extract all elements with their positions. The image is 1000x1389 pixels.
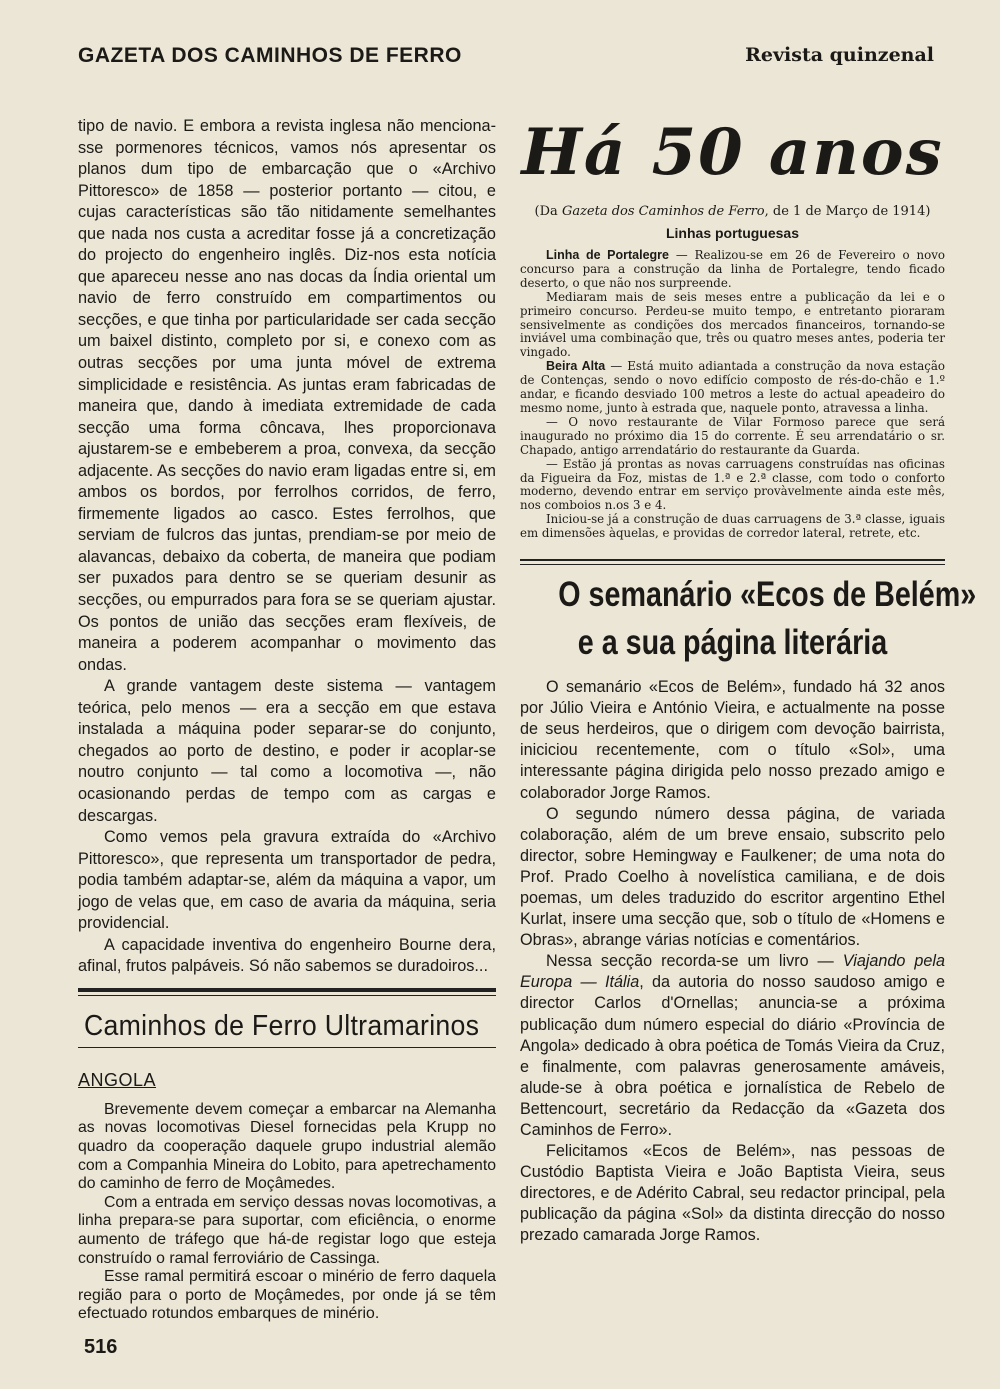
body-paragraph: tipo de navio. E embora a revista inglesa não mencionasse pormenores técnicos, vamos nós apresentar os planos dum tipo de embarcação que o «Archivo Pittoresco» de 1858 — posterior portanto — citou, e cujas características são tão nitidamente semelhantes que nada nos custa a acreditar fosse já a concretização do projecto do engenheiro inglês. Diz-nos esta notícia que apareceu nesse ano nas docas da Índia oriental um navio de ferro construído em compartimentos ou secções, e que tinha por particularidade ser cada secção um baixel distinto, completo por si, e conexo com as outras secções por uma junta móvel de extrema simplicidade e resistência. As juntas eram fabricadas de maneira que, dando à imediata extremidade de cada secção uma forma côncava, lhes proporcionava ajustarem-se e embeberem a proa, convexa, da secção adjacente. As secções do navio eram ligadas entre si, em ambos os bordos, por ferrolhos corridos, de ferro, firmemente ligados ao casco. Estes ferrolhos, que serviam de fulcros das juntas, prendiam-se por meio de alavancas, debaixo da coberta, de maneira que podiam ser puxados para dentro se se queriam desunir as secções, ou empurrados para fora se se queriam ajustar. Os pontos de união das secções eram flexíveis, de maneira a poderem acompanhar o movimento das ondas. — [78, 117, 496, 674]
news-item — [520, 291, 945, 361]
news-item — [520, 249, 945, 291]
angola-paragraph: Brevemente devem começar a embarcar na Alemanha as novas locomotivas Diesel fornecidas pela Krupp no quadro da cooperação daquele grupo industrial alemão com a Companhia Mineira do Lobito, para apetrechamento do caminho de ferro de Moçâmedes. — [78, 1100, 496, 1193]
body-paragraph: Como vemos pela gravura extraída do «Archivo Pittoresco», que representa um transportador de pedra, podia também adaptar-se, além da máquina a vapor, um jogo de velas que, em caso de avaria da máquina, seria providencial. — [78, 828, 496, 933]
article-paragraph: O segundo número dessa página, de variada colaboração, além de um breve ensaio, subscrito pelo director, sobre Hemingway e Faulkener; de uma nota do Prof. Prado Coelho à novelística camiliana, e de dois poemas, um deles traduzido do escritor argentino Ethel Kurlat, insere uma secção que, sob o título de «Homens e Obras», abrange várias notícias e comentários. — [520, 804, 945, 950]
article-title-line: O semanário «Ecos de Belém» — [558, 575, 977, 615]
publication-frequency: Revista quinzenal — [745, 44, 934, 66]
news-item — [520, 416, 945, 458]
news-item-text: Mediaram mais de seis meses entre a publicação da lei e o primeiro concurso. Perdeu-se muito tempo, e entretanto pioraram sensivelmente as condições dos mercados financeiros, tornando-se inviável uma combinação que, três ou quatro meses antes, poderia ter vingado. — [520, 289, 945, 360]
page-number: 516 — [84, 1336, 118, 1358]
section-divider — [78, 988, 496, 992]
news-item-text: — Estão já prontas as novas carruagens construídas nas oficinas da Figueira da Foz, mistas de 1.ª e 2.ª classe, com todo o conforto moderno, devendo entrar em serviço provàvelmente ainda este mês, nos comboios n.os 3 e 4. — [520, 456, 945, 513]
news-item-lead: Linha de Portalegre — [546, 248, 669, 262]
article-paragraph — [520, 951, 945, 1141]
feature-title: Há 50 anos — [521, 115, 944, 190]
body-paragraph: A grande vantagem deste sistema — vantagem teórica, pelo menos — era a secção em que estava instalada a máquina poder separar-se do conjunto, chegados ao porto de destino, e poder ir acoplar-se noutro conjunto — tal como a locomotiva —, não ocasionando perdas de tempo com as cargas e descargas. — [78, 677, 496, 825]
feature-source — [520, 204, 945, 219]
article-text: Nessa secção recorda-se um livro — — [546, 952, 843, 971]
left-column — [78, 116, 496, 1324]
article-text: , da autoria do nosso saudoso amigo e director Carlos d'Ornellas; anuncia-se a próxima publicação dum número especial do diário «Província de Angola» dedicado à obra poética de Tomás Vieira da Cruz, e finalmente, com palavras generosamente amáveis, alude-se à obra poética e jornalística de Rebelo de Bettencourt, secretário da Redacção da «Gazeta dos Caminhos de Ferro». — [520, 973, 945, 1139]
body-paragraph: A capacidade inventiva do engenheiro Bourne dera, afinal, frutos palpáveis. Só não sabemos se duradoiros... — [78, 935, 496, 976]
article-divider-thin — [520, 564, 945, 565]
article-title-line: e a sua página literária — [577, 623, 888, 663]
source-suffix: , de 1 de Março de 1914) — [764, 204, 931, 219]
article-paragraph: O semanário «Ecos de Belém», fundado há 32 anos por Júlio Vieira e António Vieira, e actualmente na posse de seus herdeiros, que o dirigem com devoção bairrista, iniciciou recentemente, com o título «Sol», uma interessante página dirigida pelo nosso prezado amigo e colaborador Jorge Ramos. — [520, 678, 945, 802]
article-title — [558, 571, 977, 667]
news-item — [520, 458, 945, 514]
article-paragraph: Felicitamos «Ecos de Belém», nas pessoas de Custódio Baptista Vieira e João Baptista Vieira, seus directores, e de Adérito Cabral, seu redactor principal, pela publicação da página «Sol» da distinta direcção do nosso prezado camarada Jorge Ramos. — [520, 1142, 945, 1245]
section-title-rule — [78, 1047, 496, 1048]
news-item — [520, 360, 945, 416]
right-column — [520, 112, 977, 1247]
news-item-text: — O novo restaurante de Vilar Formoso parece que será inaugurado no próximo dia 15 do corrente. É seu arrendatário o sr. Chapado, antigo arrendatário do restaurante da Guarda. — [520, 414, 945, 457]
article-divider — [520, 559, 945, 561]
source-prefix: (Da — [534, 204, 562, 219]
publication-title: GAZETA DOS CAMINHOS DE FERRO — [78, 44, 462, 67]
section-title-ultramarinos: Caminhos de Ferro Ultramarinos — [84, 1009, 480, 1042]
news-item-lead: Beira Alta — [546, 359, 606, 374]
section-divider-thin — [78, 995, 496, 996]
angola-paragraph: Esse ramal permitirá escoar o minério de ferro daquela região para o porto de Moçâmedes, por onde já se têm efectuado rotundos embarques de minério. — [78, 1268, 496, 1323]
section-subtitle-angola: ANGOLA — [78, 1069, 157, 1090]
angola-paragraph: Com a entrada em serviço dessas novas locomotivas, a linha prepara-se para suportar, com eficiência, o enorme aumento de tráfego que há-de registar logo que esteja construído o ramal ferroviário de Cassinga. — [78, 1193, 496, 1267]
book-title: Viajando pela Europa — Itália — [520, 952, 946, 992]
news-item-text: — Está muito adiantada a construção da nova estação de Contenças, sendo o novo edifício composto de rés-do-chão e 1.º andar, e ficando desviado 100 metros a leste do actual apeadeiro do mesmo nome, junto à estrada que, naquele ponto, atravessa a linha. — [520, 359, 945, 415]
news-item — [520, 513, 945, 541]
news-item-text: — Realizou-se em 26 de Fevereiro o novo concurso para a construção da linha de Portalegre, tendo ficado deserto, o que não nos surpreende. — [520, 248, 945, 290]
source-publication: Gazeta dos Caminhos de Ferro — [561, 204, 765, 219]
feature-subheading: Linhas portuguesas — [665, 225, 800, 241]
news-item-text: Iniciou-se já a construção de duas carruagens de 3.ª classe, iguais em dimensões àquelas, e providas de corredor lateral, retrete, etc. — [520, 512, 945, 541]
